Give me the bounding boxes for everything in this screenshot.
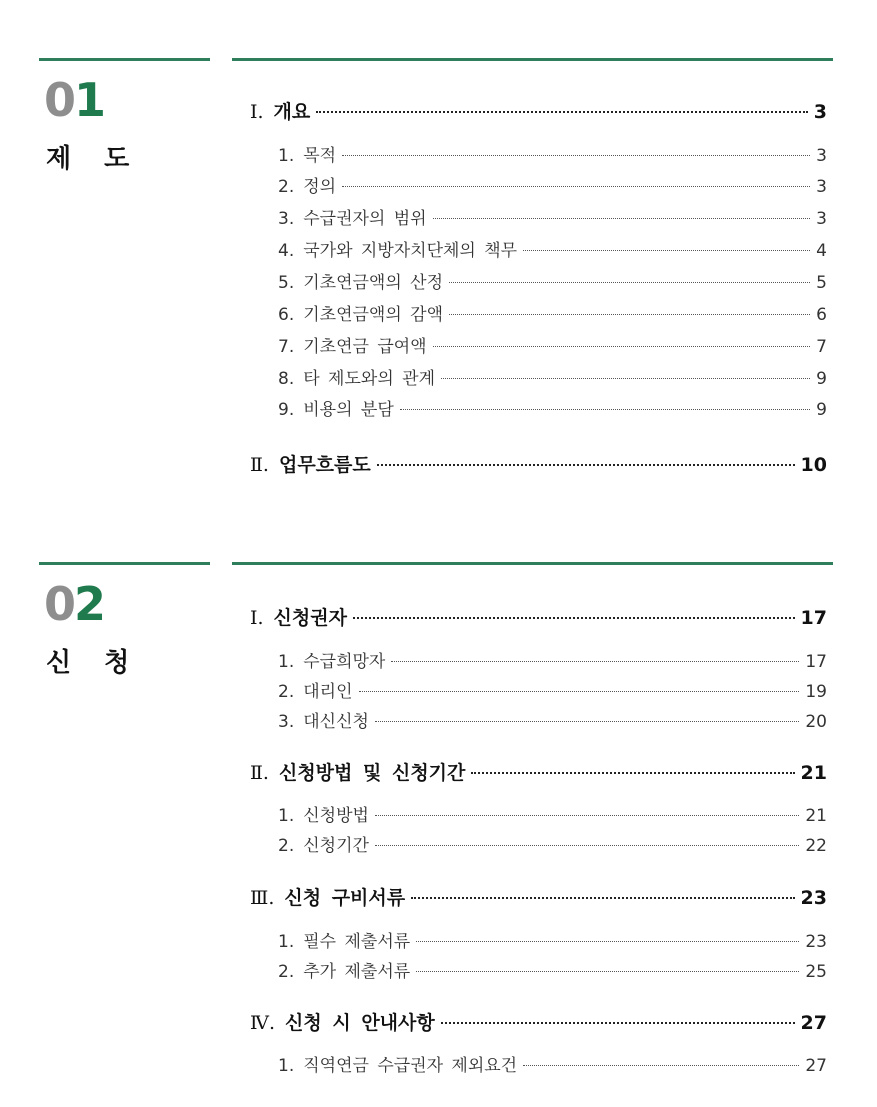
dot-leader <box>316 111 808 113</box>
item-number: 4. <box>278 241 295 261</box>
item-page: 4 <box>816 241 827 261</box>
item-number: 1. <box>278 932 295 952</box>
dot-leader <box>433 218 811 219</box>
section-roman: Ⅱ. <box>250 762 269 784</box>
chapter-number-digit-1: 0 <box>44 73 75 127</box>
toc-item[interactable] <box>278 707 827 732</box>
section-roman: Ⅱ. <box>250 454 269 476</box>
chapter-title: 제 도 <box>46 144 142 174</box>
dot-leader <box>375 815 799 816</box>
section-title: 신청 구비서류 <box>284 887 406 909</box>
dot-leader <box>416 971 799 972</box>
item-page: 7 <box>816 337 827 357</box>
item-number: 2. <box>278 682 295 702</box>
dot-leader <box>441 1022 795 1024</box>
dot-leader <box>353 617 795 619</box>
item-title: 직역연금 수급권자 제외요건 <box>303 1056 518 1076</box>
item-page: 25 <box>805 962 827 982</box>
chapter-number <box>44 73 105 127</box>
item-number: 3. <box>278 712 295 732</box>
toc-item[interactable] <box>278 801 827 826</box>
item-number: 3. <box>278 209 295 229</box>
toc-item[interactable] <box>278 141 827 166</box>
section-page: 27 <box>800 1012 827 1034</box>
section-roman: Ⅳ. <box>250 1012 276 1034</box>
section-title: 신청방법 및 신청기간 <box>278 762 466 784</box>
chapter-rule-left <box>39 562 210 565</box>
item-number: 1. <box>278 652 295 672</box>
item-number: 1. <box>278 806 295 826</box>
dot-leader <box>411 897 794 899</box>
chapter-number <box>44 577 105 631</box>
toc-section[interactable] <box>250 603 827 630</box>
item-title: 정의 <box>303 177 337 197</box>
section-title: 개요 <box>273 101 311 123</box>
item-number: 2. <box>278 962 295 982</box>
item-number: 1. <box>278 146 295 166</box>
toc-section[interactable] <box>250 97 827 124</box>
toc-item[interactable] <box>278 332 827 357</box>
item-page: 9 <box>816 400 827 420</box>
item-number: 5. <box>278 273 295 293</box>
item-title: 신청기간 <box>303 836 369 856</box>
item-title: 필수 제출서류 <box>303 932 411 952</box>
section-roman: Ⅰ. <box>250 607 264 629</box>
section-roman: Ⅰ. <box>250 101 264 123</box>
chapter-rule-right <box>232 562 833 565</box>
chapter-rule-right <box>232 58 833 61</box>
item-title: 대리인 <box>303 682 353 702</box>
item-title: 비용의 분담 <box>303 400 394 420</box>
dot-leader <box>377 464 795 466</box>
section-title: 신청권자 <box>273 607 347 629</box>
chapter-rule-left <box>39 58 210 61</box>
item-title: 신청방법 <box>303 806 369 826</box>
item-number: 9. <box>278 400 295 420</box>
toc-section[interactable] <box>250 450 827 477</box>
item-page: 27 <box>805 1056 827 1076</box>
toc-item[interactable] <box>278 1051 827 1076</box>
item-page: 20 <box>805 712 827 732</box>
toc-item[interactable] <box>278 647 827 672</box>
item-page: 22 <box>805 836 827 856</box>
dot-leader <box>391 661 799 662</box>
toc-section[interactable] <box>250 758 827 785</box>
toc-item[interactable] <box>278 172 827 197</box>
item-number: 6. <box>278 305 295 325</box>
item-number: 8. <box>278 369 295 389</box>
item-page: 3 <box>816 177 827 197</box>
dot-leader <box>523 250 810 251</box>
dot-leader <box>342 186 810 187</box>
chapter-number-digit-2: 1 <box>74 73 105 127</box>
item-page: 6 <box>816 305 827 325</box>
section-page: 23 <box>800 887 827 909</box>
section-title: 업무흐름도 <box>278 454 371 476</box>
dot-leader <box>441 378 810 379</box>
toc-item[interactable] <box>278 957 827 982</box>
item-page: 5 <box>816 273 827 293</box>
item-page: 23 <box>805 932 827 952</box>
toc-item[interactable] <box>278 927 827 952</box>
toc-item[interactable] <box>278 677 827 702</box>
item-title: 기초연금액의 감액 <box>303 305 444 325</box>
section-title: 신청 시 안내사항 <box>285 1012 435 1034</box>
toc-item[interactable] <box>278 831 827 856</box>
item-number: 7. <box>278 337 295 357</box>
item-page: 21 <box>805 806 827 826</box>
toc-item[interactable] <box>278 300 827 325</box>
dot-leader <box>359 691 800 692</box>
chapter-title: 신 청 <box>46 648 142 678</box>
section-page: 17 <box>800 607 827 629</box>
item-number: 2. <box>278 177 295 197</box>
item-number: 1. <box>278 1056 295 1076</box>
toc-item[interactable] <box>278 364 827 389</box>
section-roman: Ⅲ. <box>250 887 275 909</box>
dot-leader <box>449 314 810 315</box>
item-page: 19 <box>805 682 827 702</box>
item-title: 대신신청 <box>303 712 369 732</box>
item-title: 수급희망자 <box>303 652 386 672</box>
item-title: 기초연금 급여액 <box>303 337 427 357</box>
dot-leader <box>400 409 810 410</box>
toc-section[interactable] <box>250 883 827 910</box>
item-title: 타 제도와의 관계 <box>303 369 435 389</box>
item-page: 17 <box>805 652 827 672</box>
dot-leader <box>416 941 799 942</box>
toc-item[interactable] <box>278 236 827 261</box>
item-page: 3 <box>816 146 827 166</box>
section-page: 21 <box>800 762 827 784</box>
dot-leader <box>433 346 811 347</box>
dot-leader <box>449 282 810 283</box>
dot-leader <box>471 772 794 774</box>
dot-leader <box>375 721 799 722</box>
section-page: 3 <box>813 101 827 123</box>
dot-leader <box>375 845 799 846</box>
item-number: 2. <box>278 836 295 856</box>
item-title: 추가 제출서류 <box>303 962 411 982</box>
chapter-number-digit-1: 0 <box>44 577 75 631</box>
item-page: 9 <box>816 369 827 389</box>
chapter-number-digit-2: 2 <box>74 577 105 631</box>
item-title: 목적 <box>303 146 337 166</box>
item-title: 국가와 지방자치단체의 책무 <box>303 241 518 261</box>
toc-item[interactable] <box>278 204 827 229</box>
item-page: 3 <box>816 209 827 229</box>
toc-section[interactable] <box>250 1008 827 1035</box>
dot-leader <box>342 155 810 156</box>
toc-item[interactable] <box>278 395 827 420</box>
item-title: 기초연금액의 산정 <box>303 273 444 293</box>
section-page: 10 <box>800 454 827 476</box>
toc-item[interactable] <box>278 268 827 293</box>
dot-leader <box>523 1065 799 1066</box>
item-title: 수급권자의 범위 <box>303 209 427 229</box>
